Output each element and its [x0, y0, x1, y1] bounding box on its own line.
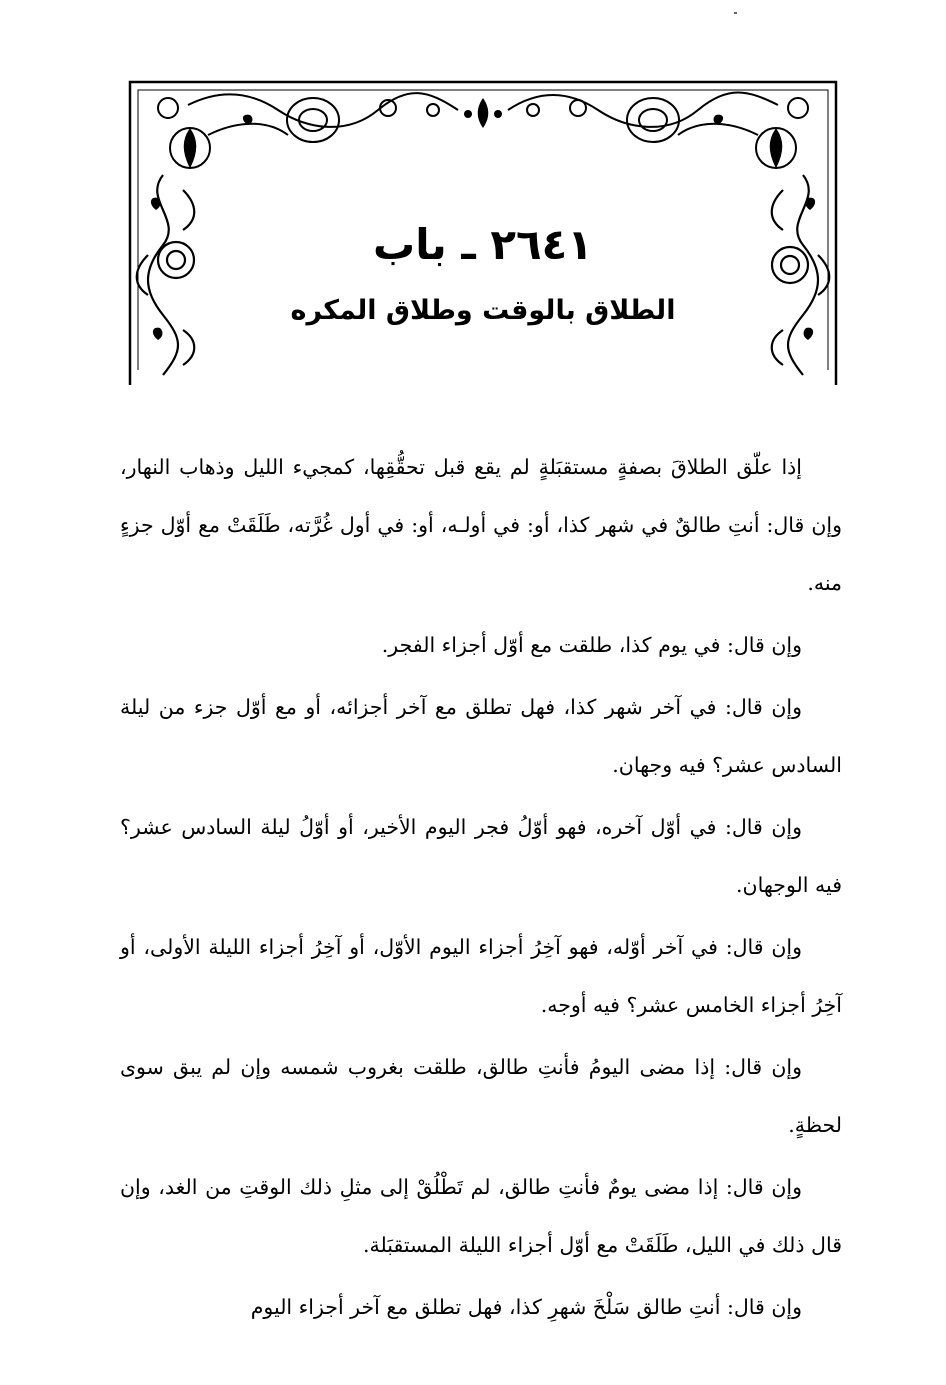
paragraph: وإن قال: في آخر شهر كذا، فهل تطلق مع آخر أجزائه، أو مع أوّل جزء من ليلة السادس عشر؟ فيه وجهان. [120, 695, 842, 777]
chapter-title: ٢٦٤١ ـ باب [373, 220, 593, 269]
chapter-heading [128, 215, 838, 331]
paragraph: وإن قال: في يوم كذا، طلقت مع أوّل أجزاء الفجر. [381, 633, 802, 657]
paragraph: إذا علّق الطلاقَ بصفةٍ مستقبَلةٍ لم يقع قبل تحقُّقِها، كمجيء الليل وذهاب النهار، وإن قال: أنتِ طالقٌ في شهر كذا، أو: في أولـه، أو: في أول غُرَّته، طَلَقَتْ مع أوّل جزءٍ منه. [120, 455, 842, 595]
paragraph: وإن قال: أنتِ طالق سَلْخَ شهرِ كذا، فهل تطلق مع آخر أجزاء اليوم [250, 1295, 802, 1319]
paragraph: وإن قال: إذا مضى يومٌ فأنتِ طالق، لم تَطْلُقْ إلى مثلِ ذلك الوقتِ من الغد، وإن قال ذلك في الليل، طَلَقَتْ مع أوّل أجزاء الليلة المستقبَلة. [120, 1175, 842, 1257]
page-speck [734, 12, 737, 14]
chapter-subtitle: الطلاق بالوقت وطلاق المكره [290, 295, 676, 326]
paragraph: وإن قال: إذا مضى اليومُ فأنتِ طالق، طلقت بغروب شمسه وإن لم يبق سوى لحظةٍ. [120, 1055, 842, 1137]
body-text [120, 438, 842, 1340]
paragraph: وإن قال: في أوّل آخره، فهو أوّلُ فجر اليوم الأخير، أو أوّلُ ليلة السادس عشر؟ فيه الوجهان. [120, 815, 842, 897]
paragraph: وإن قال: في آخر أوّله، فهو آخِرُ أجزاء اليوم الأوّل، أو آخِرُ أجزاء الليلة الأولى، أو آخِرُ أجزاء الخامس عشر؟ فيه أوجه. [120, 935, 842, 1017]
